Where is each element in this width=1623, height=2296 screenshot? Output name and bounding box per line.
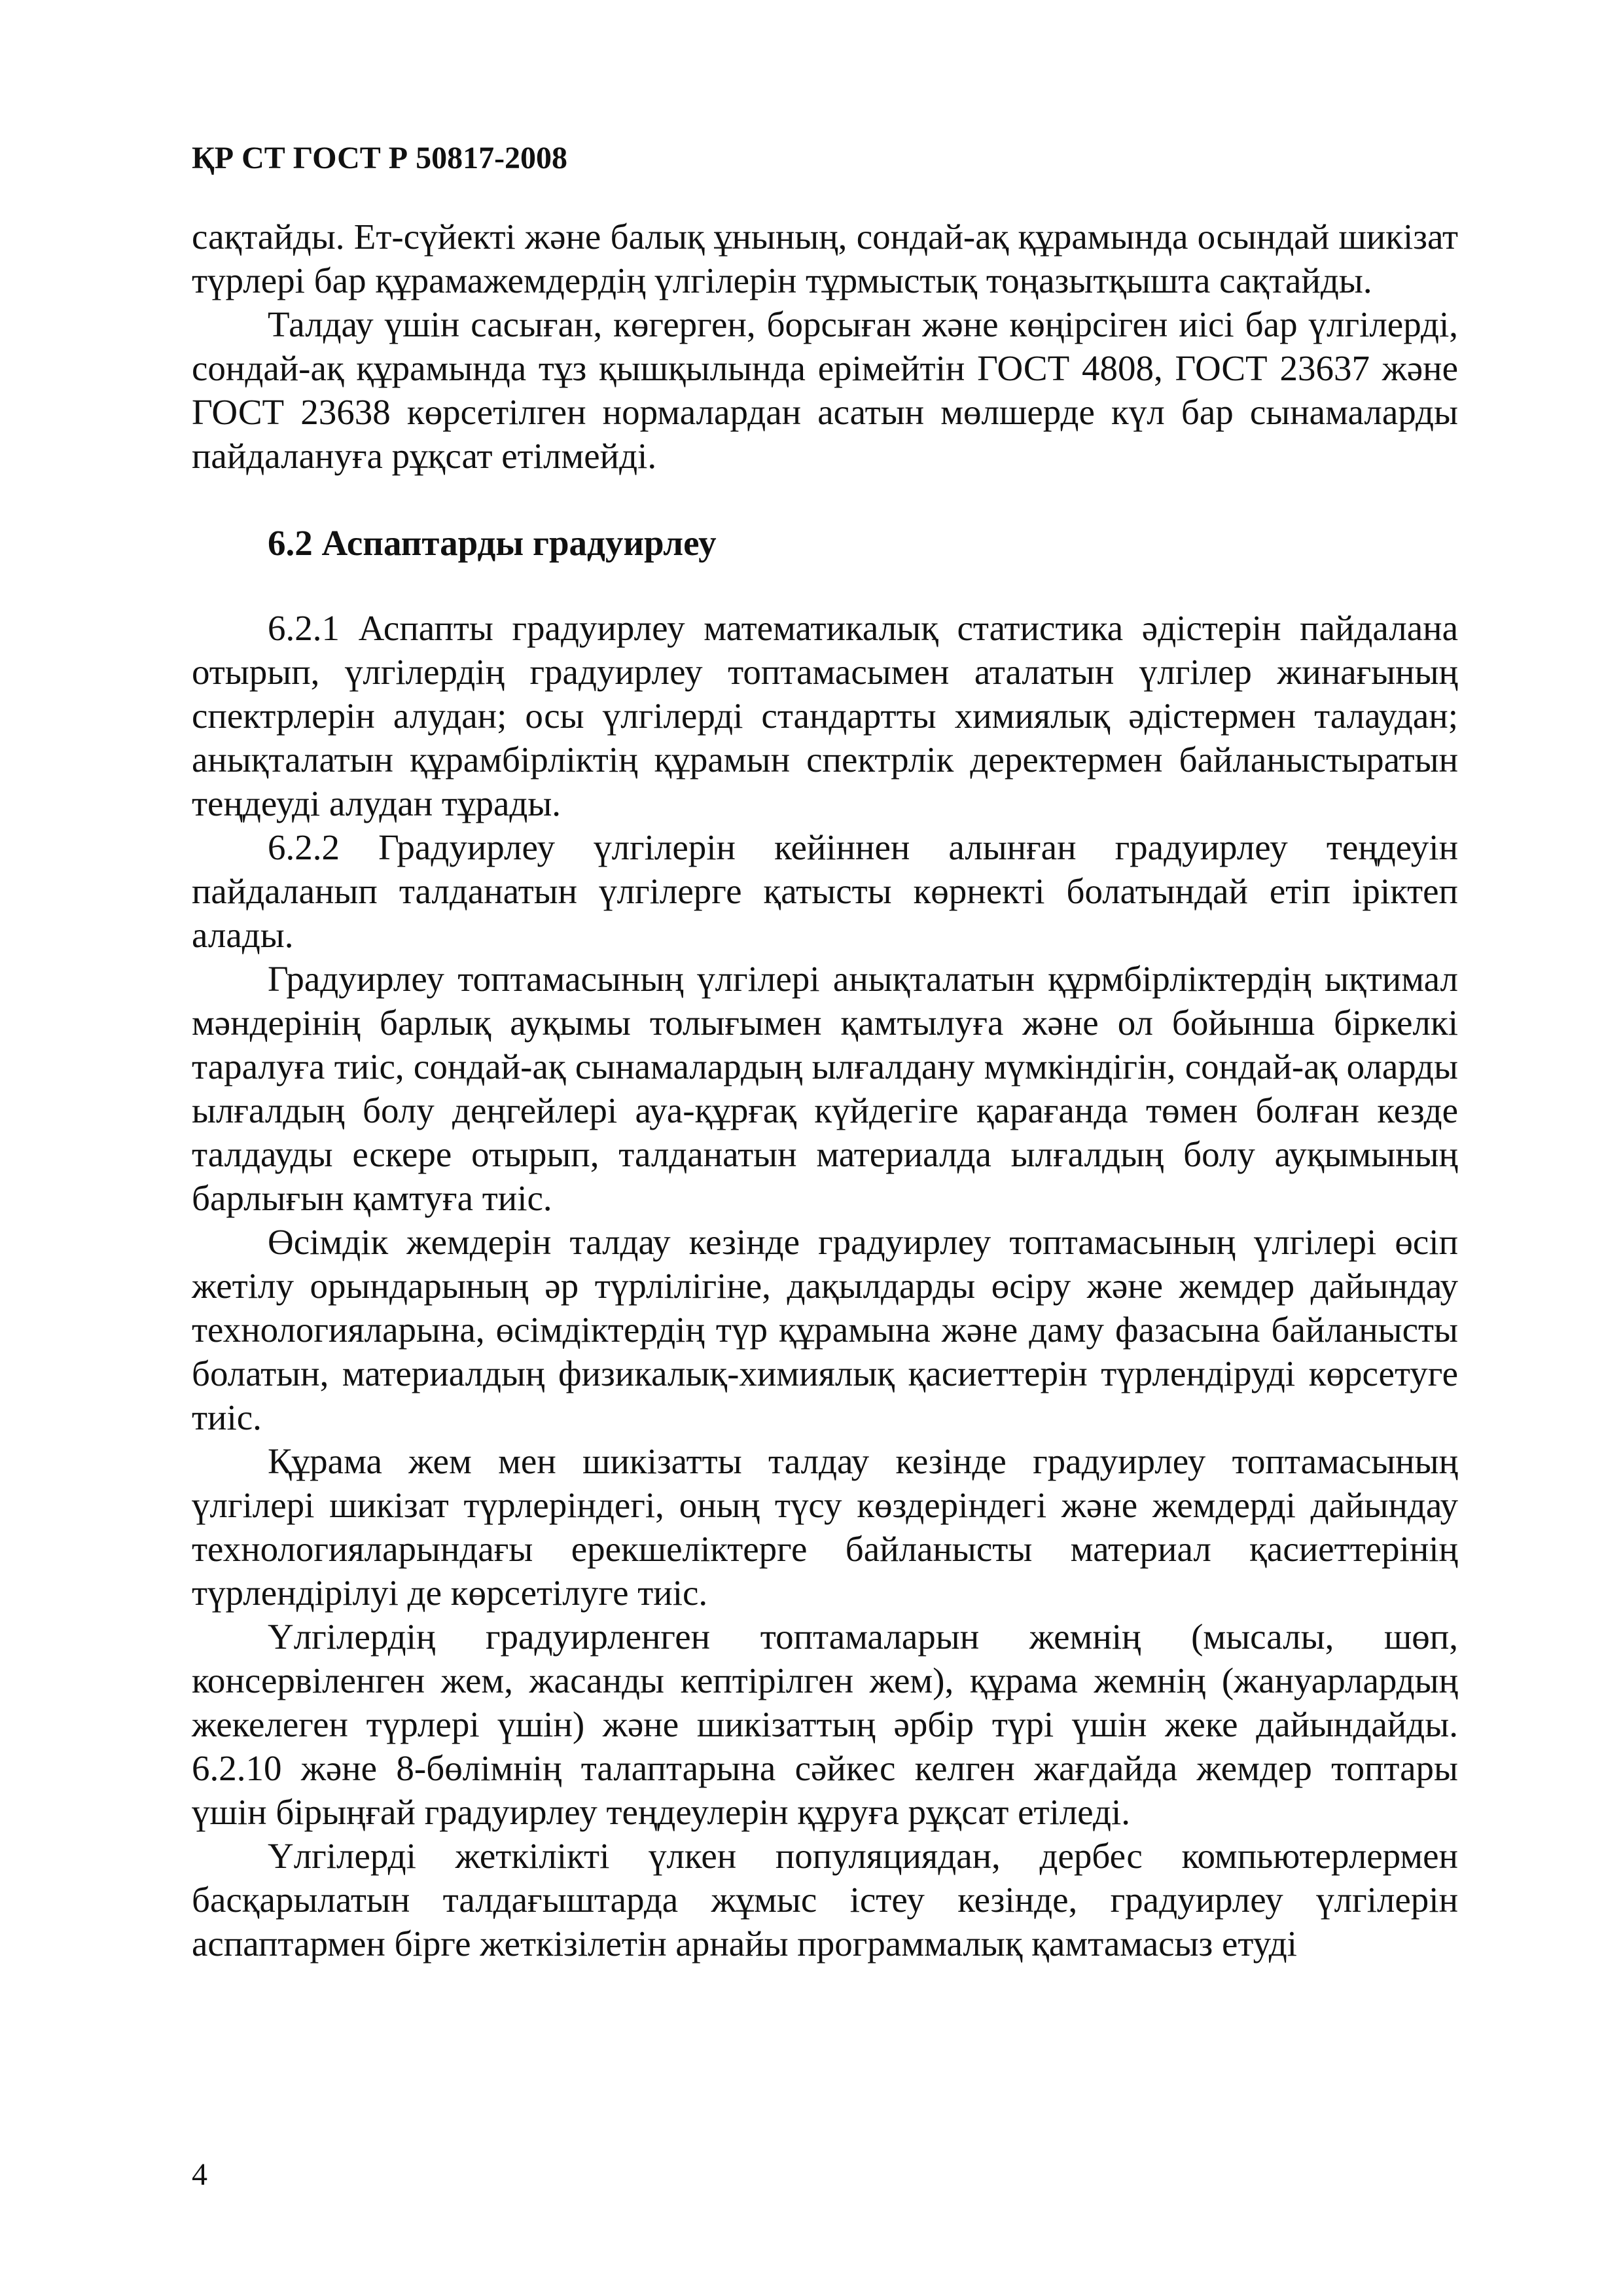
body-paragraph: 6.2.2 Градуирлеу үлгілерін кейіннен алынған градуирлеу теңдеуін пайдаланып талданатын үлгілерге қатысты көрнекті болатындай етіп іріктеп алады. [192, 827, 1458, 955]
body-paragraph: 6.2.1 Аспапты градуирлеу математикалық статистика әдістерін пайдалана отырып, үлгілердің градуирлеу топтамасымен аталатын үлгілер жинағының спектрлерін алудан; осы үлгілерді стандартты химиялық әдістермен талаудан; анықталатын құрамбірліктің құрамын спектрлік деректермен байланыстыратын теңдеуді алудан тұрады. [192, 608, 1458, 823]
body-paragraph: Талдау үшін сасыған, көгерген, борсыған және көңірсіген иісі бар үлгілерді, сондай-ақ құрамында тұз қышқылында ерімейтін ГОСТ 4808, ГОСТ 23637 және ГОСТ 23638 көрсетілген нормалардан асатын мөлшерде күл бар сынамаларды пайдалануға рұқсат етілмейді. [192, 304, 1458, 476]
body-paragraph: Өсімдік жемдерін талдау кезінде градуирлеу топтамасының үлгілері өсіп жетілу орындарының әр түрлілігіне, дақылдарды өсіру және жемдер дайындау технологияларына, өсімдіктердің түр құрамына және даму фазасына байланысты болатын, материалдың физикалық-химиялық қасиеттерін түрлендіруді көрсетуге тиіс. [192, 1222, 1458, 1437]
section-heading: 6.2 Аспаптарды градуирлеу [268, 523, 717, 563]
body-paragraph: Градуирлеу топтамасының үлгілері анықталатын құрмбірліктердің ықтимал мәндерінің барлық ауқымы толығымен қамтылуға және ол бойынша біркелкі таралуға тиіс, сондай-ақ сынамалардың ылғалдану мүмкіндігін, сондай-ақ оларды ылғалдың болу деңгейлері ауа-құрғақ күйдегіге қарағанда төмен болған кезде талдауды ескере отырып, талданатын материалда ылғалдың болу ауқымының барлығын қамтуға тиіс. [192, 959, 1458, 1218]
body-paragraph: Үлгілердің градуирленген топтамаларын жемнің (мысалы, шөп, консервіленген жем, жасанды кептірілген жем), құрама жемнің (жануарлардың жекелеген түрлері үшін) және шикізаттың әрбір түрі үшін жеке дайындайды. 6.2.10 және 8-бөлімнің талаптарына сәйкес келген жағдайда жемдер топтары үшін бірыңғай градуирлеу теңдеулерін құруға рұқсат етіледі. [192, 1617, 1458, 1832]
document-code-header: ҚР СТ ГОСТ Р 50817-2008 [192, 141, 568, 175]
document-body [192, 215, 1458, 1965]
page-number: 4 [192, 2157, 207, 2192]
body-paragraph: Құрама жем мен шикізатты талдау кезінде градуирлеу топтамасының үлгілері шикізат түрлеріндегі, оның түсу көздеріндегі және жемдерді дайындау технологияларындағы ерекшеліктерге байланысты материал қасиеттерінің түрлендірілуі де көрсетілуге тиіс. [192, 1441, 1458, 1613]
body-paragraph: сақтайды. Ет-сүйекті және балық ұнының, сондай-ақ құрамында осындай шикізат түрлері бар құрамажемдердің үлгілерін тұрмыстық тоңазытқышта сақтайды. [192, 217, 1458, 300]
body-paragraph: Үлгілерді жеткілікті үлкен популяциядан, дербес компьютерлермен басқарылатын талдағыштарда жұмыс істеу кезінде, градуирлеу үлгілерін аспаптармен бірге жеткізілетін арнайы программалық қамтамасыз етуді [192, 1836, 1458, 1964]
